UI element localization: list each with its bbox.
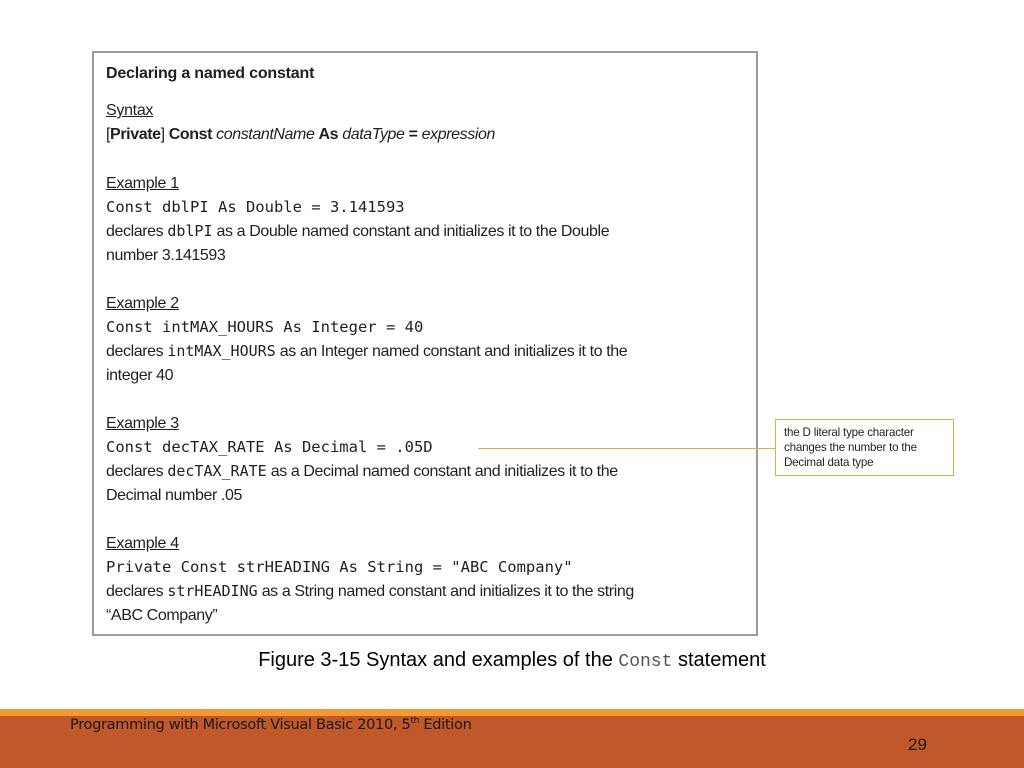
callout-leader-line [478, 448, 775, 449]
figure-content [106, 63, 746, 628]
example-1-code: Const dblPI As Double = 3.141593 [106, 198, 405, 216]
example-4-identifier: strHEADING [167, 582, 258, 600]
example-3-identifier: decTAX_RATE [167, 462, 267, 480]
footer-edition: Edition [423, 716, 472, 733]
syntax-open-bracket: [ [106, 126, 111, 143]
callout-box [775, 419, 954, 476]
syntax-private-keyword: Private [110, 126, 161, 143]
desc-text: as a Double named constant and initializes it to the Double [216, 223, 610, 240]
example-4-description-line-2: “ABC Company” [106, 607, 218, 624]
caption-code: Const [618, 652, 673, 672]
figure-caption [0, 649, 1024, 672]
example-4-heading: Example 4 [106, 535, 179, 552]
figure-title: Declaring a named constant [106, 65, 315, 82]
desc-declares: declares [106, 463, 164, 480]
example-3-description-line-1 [106, 459, 746, 484]
footer-superscript: th [410, 716, 420, 726]
syntax-line [106, 122, 746, 147]
footer-title-text: Programming with Microsoft Visual Basic 2010, 5 [70, 716, 411, 733]
example-1-description-line-2: number 3.141593 [106, 247, 226, 264]
figure-box [92, 51, 758, 636]
desc-declares: declares [106, 223, 164, 240]
desc-text: as a String named constant and initializes it to the string [261, 583, 634, 600]
example-4-code: Private Const strHEADING As String = "ABC Company" [106, 558, 573, 576]
example-1-description-line-1 [106, 219, 746, 244]
syntax-heading: Syntax [106, 102, 154, 119]
caption-prefix: Figure 3-15 Syntax and examples of the [258, 649, 613, 671]
caption-suffix: statement [677, 649, 766, 671]
desc-declares: declares [106, 343, 164, 360]
desc-declares: declares [106, 583, 164, 600]
example-2-description-line-2: integer 40 [106, 367, 174, 384]
syntax-as-keyword: As [318, 126, 339, 143]
syntax-expression: expression [421, 126, 495, 143]
example-3-heading: Example 3 [106, 415, 179, 432]
example-4-description-line-1 [106, 579, 746, 604]
footer-book-title [70, 716, 471, 733]
desc-text: as an Integer named constant and initializes it to the [279, 343, 628, 360]
example-1-heading: Example 1 [106, 175, 179, 192]
syntax-close-bracket: ] [160, 126, 165, 143]
page-number: 29 [908, 735, 927, 754]
example-2-heading: Example 2 [106, 295, 179, 312]
example-3-code: Const decTAX_RATE As Decimal = .05D [106, 438, 433, 456]
syntax-equals: = [408, 126, 418, 143]
example-2-code: Const intMAX_HOURS As Integer = 40 [106, 318, 424, 336]
footer-accent-stripe [0, 709, 1024, 716]
desc-text: as a Decimal named constant and initializes it to the [270, 463, 618, 480]
example-1-identifier: dblPI [167, 222, 213, 240]
example-3-description-line-2: Decimal number .05 [106, 487, 242, 504]
example-2-identifier: intMAX_HOURS [167, 342, 276, 360]
syntax-constant-name: constantName [216, 126, 315, 143]
syntax-const-keyword: Const [168, 126, 213, 143]
example-2-description-line-1 [106, 339, 746, 364]
callout-text: the D literal type character changes the number to the Decimal data type [784, 426, 917, 469]
syntax-data-type: dataType [342, 126, 405, 143]
